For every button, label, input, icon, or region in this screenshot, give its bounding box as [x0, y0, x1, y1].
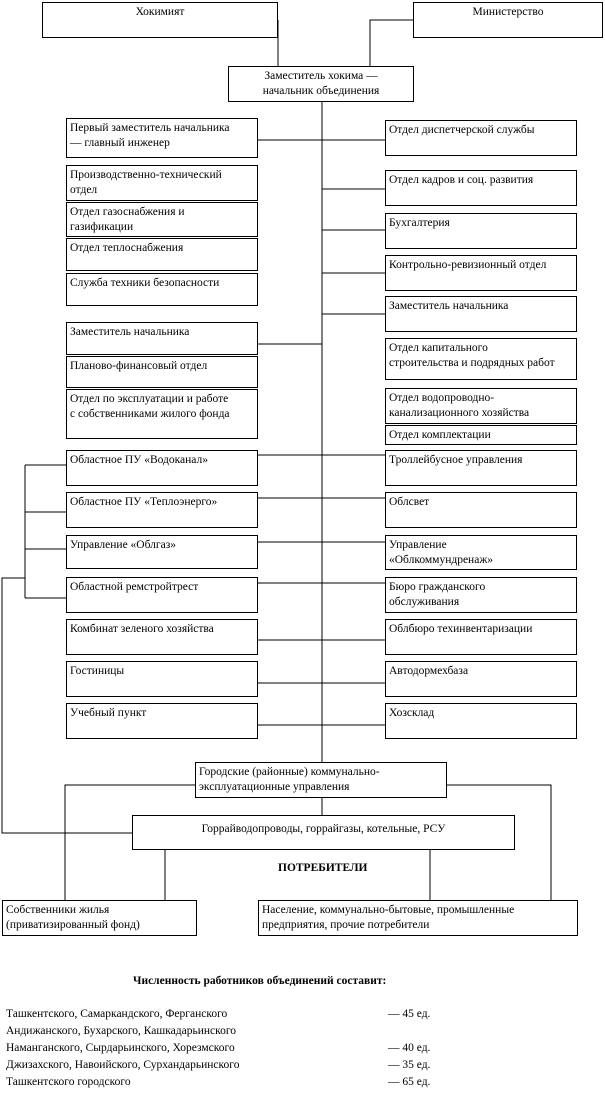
vodokanal-box: [66, 450, 258, 486]
hr-box: [385, 170, 577, 206]
gas-dept-box: [66, 202, 258, 237]
population-line1: Население, коммунально-бытовые, промышленные: [262, 904, 515, 916]
pto-box: [66, 165, 258, 201]
oblgaz-label: Управление «Облгаз»: [70, 539, 177, 551]
heat-dept-box: [66, 238, 258, 271]
staff-region: Ташкентского, Самаркандского, Ферганского: [6, 1008, 228, 1020]
water-dept-line1: Отдел водопроводно-: [389, 392, 495, 404]
remstroy-box: [66, 577, 258, 613]
hr-label: Отдел кадров и соц. развития: [389, 174, 534, 186]
drainage-line2: «Облкоммундренаж»: [389, 554, 494, 566]
vodokanal-label: Областное ПУ «Водоканал»: [70, 454, 208, 466]
inventory-box: [385, 619, 577, 655]
remstroy-label: Областной ремстройтрест: [70, 581, 199, 593]
population-box: [258, 900, 578, 936]
ministry-box: [413, 2, 603, 38]
staff-heading: Численность работников объединений составит:: [133, 975, 387, 987]
gas-dept-line2: газификации: [70, 221, 134, 233]
owners-line2: (приватизированный фонд): [6, 919, 140, 931]
trolley-box: [385, 450, 577, 486]
gas-dept-line1: Отдел газоснабжения и: [70, 206, 185, 218]
accounting-label: Бухгалтерия: [389, 217, 450, 229]
trolley-label: Троллейбусное управления: [389, 454, 523, 466]
teplo-box: [66, 492, 258, 528]
dispatch-label: Отдел диспетчерской службы: [389, 124, 535, 136]
safety-service-box: [66, 273, 258, 306]
warehouse-label: Хозсклад: [389, 707, 435, 719]
safety-service-label: Служба техники безопасности: [70, 277, 220, 289]
consumers-heading: ПОТРЕБИТЕЛИ: [278, 862, 368, 874]
right-deputy-label: Заместитель начальника: [389, 300, 509, 312]
hotels-box: [66, 661, 258, 697]
bureau-line2: обслуживания: [389, 596, 460, 608]
inventory-label: Облбюро техинвентаризации: [389, 623, 533, 635]
first-deputy-line1: Первый заместитель начальника: [70, 122, 230, 134]
right-deputy-box: [385, 296, 577, 332]
city-management-line2: эксплуатационные управления: [199, 781, 350, 793]
hokimiyat-label: Хокимият: [135, 6, 185, 18]
city-management-box: [195, 762, 447, 798]
staff-value: — 35 ед.: [388, 1059, 431, 1071]
first-deputy-line2: — главный инженер: [70, 137, 170, 149]
staff-region: Ташкентского городского: [6, 1076, 131, 1088]
training-label: Учебный пункт: [70, 707, 147, 719]
staff-region: Наманганского, Сырдарьинского, Хорезмского: [6, 1042, 235, 1054]
supply-dept-label: Отдел комплектации: [389, 429, 491, 441]
hotels-label: Гостиницы: [70, 665, 125, 677]
hokimiyat-box: [42, 2, 278, 38]
facilities-label: Горрайводопроводы, горрайгазы, котельные, РСУ: [201, 823, 446, 835]
supply-dept-box: [385, 425, 577, 445]
exploit-dept-line1: Отдел по эксплуатации и работе: [70, 393, 229, 405]
staff-value: — 45 ед.: [388, 1008, 431, 1020]
audit-box: [385, 255, 577, 291]
city-management-line1: Городские (районные) коммунально-: [199, 766, 380, 778]
training-box: [66, 703, 258, 739]
bureau-line1: Бюро гражданского: [389, 581, 486, 593]
drainage-line1: Управление: [389, 539, 447, 551]
exploit-dept-box: [66, 389, 258, 439]
staff-region: Андижанского, Бухарского, Кашкадарьинского: [6, 1025, 237, 1037]
planfin-box: [66, 356, 258, 388]
capital-dept-line2: строительства и подрядных работ: [389, 357, 555, 369]
staff-region: Джизахского, Навоийского, Сурхандарьинского: [6, 1059, 240, 1071]
population-line2: предприятия, прочие потребители: [262, 919, 430, 931]
staff-value: — 65 ед.: [388, 1076, 431, 1088]
first-deputy-box: [66, 118, 258, 158]
ministry-label: Министерство: [472, 6, 544, 18]
teplo-label: Областное ПУ «Теплоэнерго»: [70, 496, 218, 508]
green-combine-box: [66, 619, 258, 655]
owners-line1: Собственники жилья: [6, 904, 110, 916]
water-dept-line2: канализационного хозяйства: [389, 407, 530, 419]
deputy-hokim-line2: начальник объединения: [262, 85, 380, 97]
oblgaz-box: [66, 535, 258, 569]
audit-label: Контрольно-ревизионный отдел: [389, 259, 547, 271]
pto-line2: отдел: [70, 184, 98, 196]
capital-dept-box: [385, 338, 577, 380]
oblsvet-label: Облсвет: [389, 496, 430, 508]
autoroad-box: [385, 661, 577, 697]
autoroad-label: Автодормехбаза: [389, 665, 469, 677]
capital-dept-line1: Отдел капитального: [389, 342, 488, 354]
warehouse-box: [385, 703, 577, 739]
staff-value: — 40 ед.: [388, 1042, 431, 1054]
water-dept-box: [385, 388, 577, 424]
facilities-box: [132, 815, 515, 850]
pto-line1: Производственно-технический: [70, 169, 222, 181]
deputy-hokim-box: [228, 66, 414, 102]
left-deputy-box: [66, 322, 258, 355]
dispatch-box: [385, 120, 577, 156]
owners-box: [2, 900, 197, 936]
accounting-box: [385, 213, 577, 249]
green-combine-label: Комбинат зеленого хозяйства: [70, 623, 214, 635]
exploit-dept-line2: с собственниками жилого фонда: [70, 408, 230, 420]
planfin-label: Планово-финансовый отдел: [70, 360, 208, 372]
heat-dept-label: Отдел теплоснабжения: [70, 242, 184, 254]
bureau-box: [385, 577, 577, 613]
oblsvet-box: [385, 492, 577, 528]
deputy-hokim-line1: Заместитель хокима —: [264, 70, 378, 82]
left-deputy-label: Заместитель начальника: [70, 326, 190, 338]
drainage-box: [385, 535, 577, 570]
